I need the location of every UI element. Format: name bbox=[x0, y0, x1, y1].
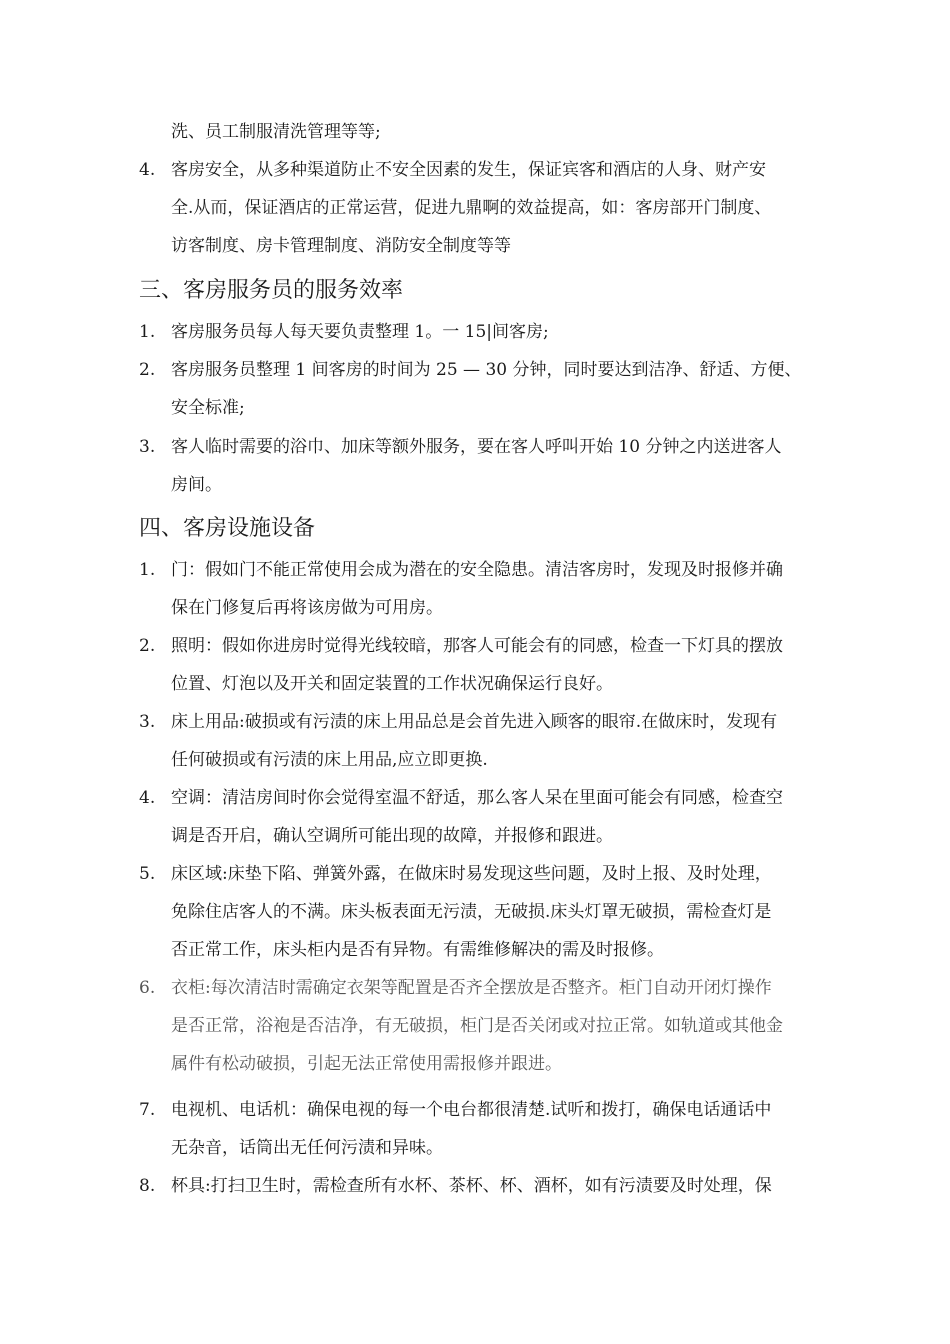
section-heading: 四、客房设施设备 bbox=[139, 516, 316, 541]
list-item-line: 任何破损或有污渍的床上用品,应立即更换. bbox=[171, 750, 488, 770]
list-item-line: 保在门修复后再将该房做为可用房。 bbox=[171, 598, 443, 618]
list-item-line: 衣柜:每次清洁时需确定衣架等配置是否齐全摆放是否整齐。柜门自动开闭灯操作 bbox=[171, 978, 772, 998]
list-item-line: 电视机、电话机：确保电视的每一个电台都很清楚.试听和拨打，确保电话通话中 bbox=[171, 1100, 772, 1120]
list-number: 7. bbox=[139, 1100, 156, 1120]
list-item-line: 床区域:床垫下陷、弹簧外露，在做床时易发现这些问题，及时上报、及时处理， bbox=[171, 864, 772, 884]
list-item-line: 属件有松动破损，引起无法正常使用需报修并跟进。 bbox=[171, 1054, 562, 1074]
list-item-line: 照明：假如你进房时觉得光线较暗，那客人可能会有的同感，检查一下灯具的摆放 bbox=[171, 636, 783, 656]
list-number: 5. bbox=[139, 864, 156, 884]
list-item-line: 否正常工作，床头柜内是否有异物。有需维修解决的需及时报修。 bbox=[171, 940, 664, 960]
list-number: 2. bbox=[139, 360, 156, 380]
section-heading: 三、客房服务员的服务效率 bbox=[139, 278, 404, 303]
list-item-line: 客人临时需要的浴巾、加床等额外服务，要在客人呼叫开始 10 分钟之内送进客人 bbox=[171, 437, 782, 457]
list-item-line: 安全标准; bbox=[171, 398, 245, 418]
list-item-line: 门：假如门不能正常使用会成为潜在的安全隐患。清洁客房时，发现及时报修并确 bbox=[171, 560, 783, 580]
list-item-line: 免除住店客人的不满。床头板表面无污渍，无破损.床头灯罩无破损，需检查灯是 bbox=[171, 902, 772, 922]
list-number: 3. bbox=[139, 437, 156, 457]
list-number: 1. bbox=[139, 560, 156, 580]
list-number: 1. bbox=[139, 322, 156, 342]
list-number: 6. bbox=[139, 978, 156, 998]
list-item-line: 客房服务员每人每天要负责整理 1。一 15|间客房; bbox=[171, 322, 549, 342]
list-item-line: 客房服务员整理 1 间客房的时间为 25 — 30 分钟，同时要达到洁净、舒适、方便、 bbox=[171, 360, 802, 380]
list-item-line: 位置、灯泡以及开关和固定装置的工作状况确保运行良好。 bbox=[171, 674, 613, 694]
list-number: 2. bbox=[139, 636, 156, 656]
list-number: 8. bbox=[139, 1176, 156, 1196]
list-item-line: 是否正常，浴袍是否洁净，有无破损，柜门是否关闭或对拉正常。如轨道或其他金 bbox=[171, 1016, 783, 1036]
list-item-line: 房间。 bbox=[171, 475, 222, 495]
paragraph-line: 洗、员工制服清洗管理等等; bbox=[171, 122, 381, 142]
list-item-line: 全.从而，保证酒店的正常运营，促进九鼎啊的效益提高，如：客房部开门制度、 bbox=[171, 198, 772, 218]
list-item-line: 杯具:打扫卫生时，需检查所有水杯、茶杯、杯、酒杯，如有污渍要及时处理，保 bbox=[171, 1176, 772, 1196]
list-item-line: 无杂音，话筒出无任何污渍和异味。 bbox=[171, 1138, 443, 1158]
list-item-line: 空调：清洁房间时你会觉得室温不舒适，那么客人呆在里面可能会有同感，检查空 bbox=[171, 788, 783, 808]
list-number: 4. bbox=[139, 788, 156, 808]
list-number: 3. bbox=[139, 712, 156, 732]
list-number: 4. bbox=[139, 160, 156, 180]
list-item-line: 调是否开启，确认空调所可能出现的故障，并报修和跟进。 bbox=[171, 826, 613, 846]
list-item-line: 床上用品:破损或有污渍的床上用品总是会首先进入顾客的眼帘.在做床时，发现有 bbox=[171, 712, 778, 732]
list-item-line: 客房安全，从多种渠道防止不安全因素的发生，保证宾客和酒店的人身、财产安 bbox=[171, 160, 766, 180]
list-item-line: 访客制度、房卡管理制度、消防安全制度等等 bbox=[171, 236, 511, 256]
